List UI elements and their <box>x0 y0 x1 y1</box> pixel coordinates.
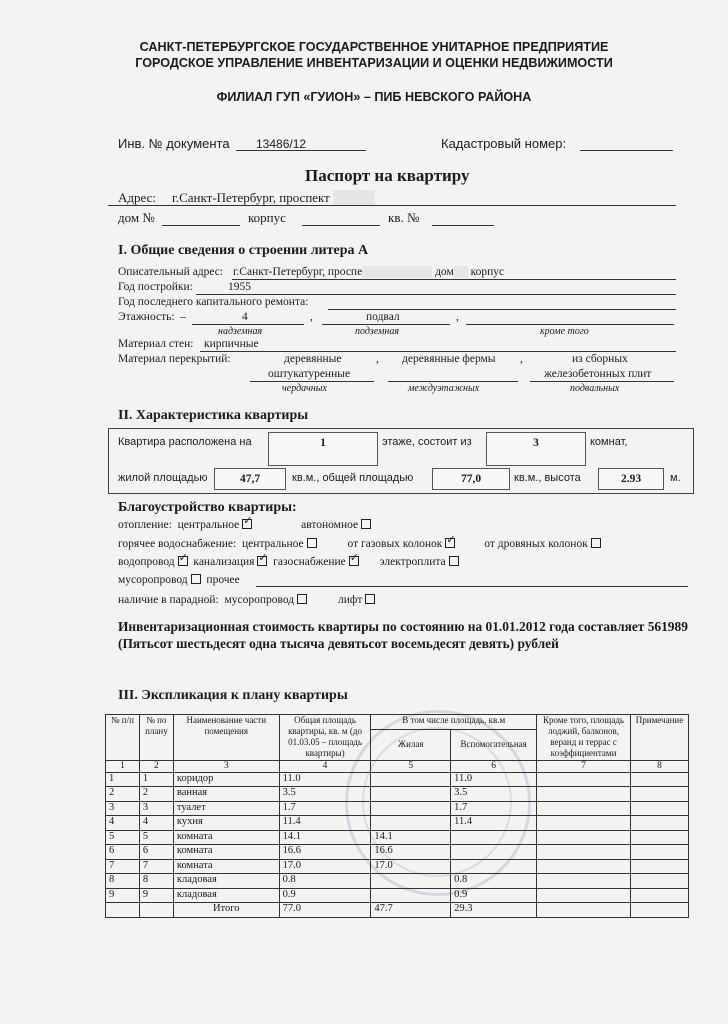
cell-total: 0.9 <box>279 888 371 903</box>
year-value: 1955 <box>228 281 251 293</box>
garbage-row: мусоропровод прочее <box>118 574 240 586</box>
total-area-value: 77,0 <box>432 468 510 490</box>
checkbox-hotwater-wood <box>591 538 601 548</box>
hotwater-row: горячее водоснабжение: центральное от газовых колонок✓ от дровяных колонок <box>118 538 601 550</box>
cell-name: комната <box>173 859 279 874</box>
total-aux: 29.3 <box>451 903 537 918</box>
table-row <box>106 816 689 831</box>
floors-label: Этажность: <box>118 311 175 323</box>
org-line-1: САНКТ-ПЕТЕРБУРГСКОЕ ГОСУДАРСТВЕННОЕ УНИТАРНОЕ ПРЕДПРИЯТИЕ <box>139 40 609 54</box>
cell-living: 17.0 <box>371 859 451 874</box>
col-header-incl: В том числе площадь, кв.м <box>371 715 537 730</box>
cell-plan: 8 <box>139 874 173 889</box>
ceilings-label: Материал перекрытий: <box>118 353 231 365</box>
cell-plan: 4 <box>139 816 173 831</box>
cell-n: 4 <box>106 816 140 831</box>
col-header-n: № п/п <box>106 715 140 761</box>
total-living: 47.7 <box>371 903 451 918</box>
cell-plan: 5 <box>139 830 173 845</box>
cell-name: кладовая <box>173 888 279 903</box>
korpus-label: корпус <box>248 210 286 225</box>
cell-total: 11.0 <box>279 772 371 787</box>
cell-total: 14.1 <box>279 830 371 845</box>
cell-living <box>371 874 451 889</box>
caption-except: кроме того <box>540 326 589 337</box>
checkbox-hotwater-gas <box>445 538 455 548</box>
cell-name: ванная <box>173 787 279 802</box>
cell-living <box>371 816 451 831</box>
total-row <box>106 903 689 918</box>
cell-plan: 7 <box>139 859 173 874</box>
table-row <box>106 859 689 874</box>
table-row <box>106 845 689 860</box>
walls-label: Материал стен: <box>118 338 194 350</box>
cell-aux: 11.0 <box>451 772 537 787</box>
col-header-note: Примечание <box>630 715 688 761</box>
checkbox-lift <box>365 594 375 604</box>
cell-total: 11.4 <box>279 816 371 831</box>
floor-value: 1 <box>268 432 378 466</box>
ceiling-base-b: железобетонных плит <box>544 368 652 380</box>
address-label: Адрес: <box>118 190 156 205</box>
rooms-value: 3 <box>486 432 586 466</box>
caption-under: подземная <box>355 326 400 337</box>
caption-inter: междуэтажных <box>408 383 480 394</box>
floors-above-value: 4 <box>242 311 248 323</box>
col-header-aux: Вспомогательная <box>451 729 537 760</box>
checkbox-water <box>178 556 188 566</box>
cell-n: 5 <box>106 830 140 845</box>
checkbox-heating-central <box>242 519 252 529</box>
table-row <box>106 830 689 845</box>
height-value: 2.93 <box>598 468 664 490</box>
caption-attic: чердачных <box>282 383 327 394</box>
desc-address-value: г.Санкт-Петербург, проспе дом корпус <box>233 266 505 278</box>
cell-living <box>371 787 451 802</box>
total-label: Итого <box>173 903 279 918</box>
address-value: г.Санкт-Петербург, проспект <box>172 190 375 206</box>
checkbox-electric-stove <box>449 556 459 566</box>
utilities-row: водопровод✓ канализация✓ газоснабжение✓ электроплита <box>118 556 459 568</box>
valuation-text: Инвентаризационная стоимость квартиры по состоянию на 01.01.2012 года составляет 561989 (Пятьсот шестьдесят одна тысяча девятьсот восемьдесят девять) рублей <box>118 619 688 651</box>
desc-address-label: Описательный адрес: <box>118 266 224 278</box>
checkbox-gas <box>349 556 359 566</box>
repair-label: Год последнего капитального ремонта: <box>118 296 309 308</box>
cell-total: 0.8 <box>279 874 371 889</box>
cell-total: 3.5 <box>279 787 371 802</box>
walls-value: кирпичные <box>204 338 259 350</box>
cell-aux: 0.9 <box>451 888 537 903</box>
cell-aux <box>451 845 537 860</box>
table-row <box>106 787 689 802</box>
floors-under-value: подвал <box>366 311 400 323</box>
table-row <box>106 888 689 903</box>
cell-name: комната <box>173 845 279 860</box>
caption-base: подвальных <box>570 383 620 394</box>
cell-aux: 0.8 <box>451 874 537 889</box>
ceiling-attic-a: деревянные <box>284 353 342 365</box>
explication-table: № п/п № по плану Наименование части помещения Общая площадь квартиры, кв. м (до 01.03.05 – площадь квартиры) В том числе площадь, кв.м Кроме того, площадь лоджий, балконов, веранд и террас с коэффициентами Примечание Жилая Вспомогательная 1 2 3 4 5 6 7 8 1 1 коридор 11.0 11.0 2 2 ванная 3.5 3.5 3 3 туалет 1.7 1.7 4 4 кухня 11.4 11.4 5 5 комната 14.1 14.1 6 6 комната 16.6 16.6 7 7 комната 17.0 17.0 8 8 кладовая 0.8 0.8 9 9 кладовая 0.9 0.9 Итого 77.0 47.7 29.3 <box>105 714 689 918</box>
cell-aux: 11.4 <box>451 816 537 831</box>
cell-living <box>371 801 451 816</box>
checkbox-entrance-garbage <box>297 594 307 604</box>
cell-n: 3 <box>106 801 140 816</box>
section-1-title: I. Общие сведения о строении литера А <box>118 243 369 258</box>
inv-label: Инв. № документа <box>118 136 230 151</box>
branch-name: ФИЛИАЛ ГУП «ГУИОН» – ПИБ НЕВСКОГО РАЙОНА <box>216 90 532 104</box>
checkbox-heating-autonomous <box>361 519 371 529</box>
cell-plan: 3 <box>139 801 173 816</box>
cell-total: 1.7 <box>279 801 371 816</box>
org-line-2: ГОРОДСКОЕ УПРАВЛЕНИЕ ИНВЕНТАРИЗАЦИИ И ОЦЕНКИ НЕДВИЖИМОСТИ <box>135 56 613 70</box>
cell-plan: 1 <box>139 772 173 787</box>
table-row <box>106 874 689 889</box>
inv-value: 13486/12 <box>256 137 307 151</box>
col-header-extra: Кроме того, площадь лоджий, балконов, веранд и террас с коэффициентами <box>537 715 631 761</box>
checkbox-sewer <box>257 556 267 566</box>
section-2-title: II. Характеристика квартиры <box>118 408 309 423</box>
cell-name: коридор <box>173 772 279 787</box>
ceiling-attic-b: оштукатуренные <box>268 368 351 380</box>
cell-n: 6 <box>106 845 140 860</box>
cell-living: 16.6 <box>371 845 451 860</box>
amenities-title: Благоустройство квартиры: <box>118 500 297 515</box>
col-header-plan: № по плану <box>139 715 173 761</box>
section-3-title: III. Экспликация к плану квартиры <box>118 688 348 703</box>
ceiling-inter: деревянные фермы <box>402 353 496 365</box>
table-row <box>106 772 689 787</box>
entrance-row: наличие в парадной: мусоропровод лифт <box>118 594 375 606</box>
cell-plan: 9 <box>139 888 173 903</box>
cell-n: 8 <box>106 874 140 889</box>
heating-row: отопление: центральное✓ автономное <box>118 519 371 531</box>
living-area-value: 47,7 <box>214 468 286 490</box>
cell-n: 1 <box>106 772 140 787</box>
caption-above: надземная <box>218 326 263 337</box>
cell-living <box>371 888 451 903</box>
checkbox-garbage <box>191 574 201 584</box>
cell-plan: 2 <box>139 787 173 802</box>
cell-aux <box>451 859 537 874</box>
checkbox-hotwater-central <box>307 538 317 548</box>
cell-plan: 6 <box>139 845 173 860</box>
cell-name: комната <box>173 830 279 845</box>
col-header-living: Жилая <box>371 729 451 760</box>
cell-aux: 1.7 <box>451 801 537 816</box>
cell-living <box>371 772 451 787</box>
cell-n: 7 <box>106 859 140 874</box>
cadastral-label: Кадастровый номер: <box>441 136 567 151</box>
cell-n: 2 <box>106 787 140 802</box>
house-label: дом № <box>118 210 155 225</box>
col-header-total: Общая площадь квартиры, кв. м (до 01.03.05 – площадь квартиры) <box>279 715 371 761</box>
year-label: Год постройки: <box>118 281 193 293</box>
page-title: Паспорт на квартиру <box>305 166 470 185</box>
table-row <box>106 801 689 816</box>
cell-name: туалет <box>173 801 279 816</box>
cell-aux <box>451 830 537 845</box>
cell-total: 16.6 <box>279 845 371 860</box>
cell-total: 17.0 <box>279 859 371 874</box>
cell-name: кухня <box>173 816 279 831</box>
cell-n: 9 <box>106 888 140 903</box>
cell-name: кладовая <box>173 874 279 889</box>
cell-living: 14.1 <box>371 830 451 845</box>
cell-aux: 3.5 <box>451 787 537 802</box>
col-header-name: Наименование части помещения <box>173 715 279 761</box>
kv-label: кв. № <box>388 210 420 225</box>
ceiling-base-a: из сборных <box>572 353 628 365</box>
total-area: 77.0 <box>279 903 371 918</box>
